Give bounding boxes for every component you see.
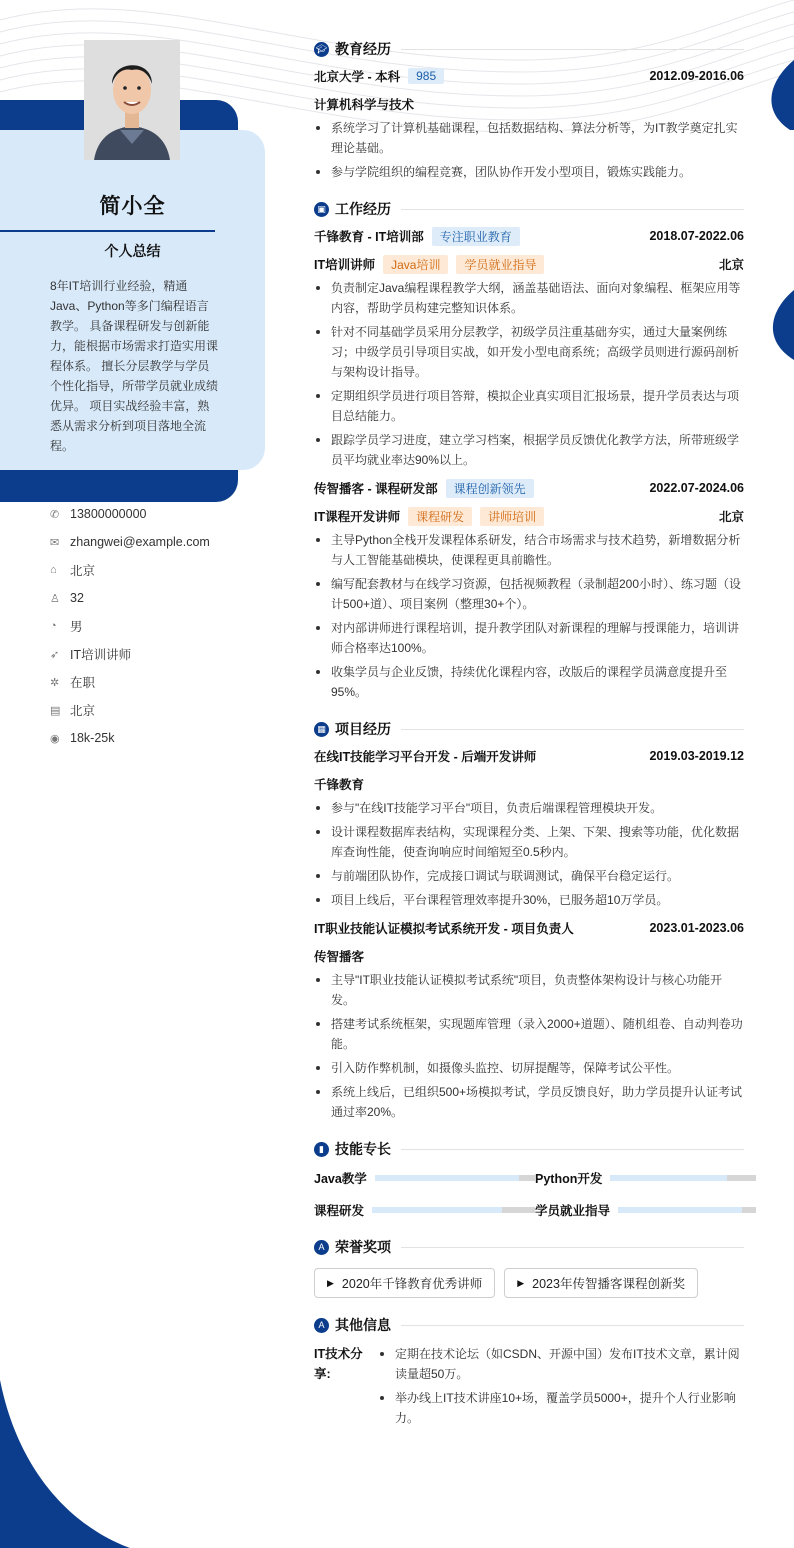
salary-icon: ◉ (50, 732, 60, 745)
list-item: 搭建考试系统框架，实现题库管理（录入2000+道题）、随机组卷、自动判卷功能。 (314, 1014, 744, 1054)
project-row (314, 914, 744, 942)
work-date: 2022.07-2024.06 (649, 481, 744, 495)
section-divider (401, 49, 744, 50)
play-icon: ▶ (517, 1277, 525, 1288)
grid-icon: ▦ (314, 722, 329, 737)
education-bullets (314, 118, 744, 182)
skill-item (314, 1168, 535, 1188)
other-info (314, 1344, 744, 1432)
list-item: 系统上线后，已组织500+场模拟考试，学员反馈良好，助力学员提升认证考试通过率20%。 (314, 1082, 744, 1122)
gender-icon: ◔ (50, 620, 57, 632)
work-company-row (314, 474, 744, 502)
work-city: 北京 (718, 510, 744, 524)
skill-item (314, 1200, 535, 1220)
list-item: 跟踪学员学习进度，建立学习档案，根据学员反馈优化教学方法，所带班级学员平均就业率达90%以上。 (314, 430, 744, 470)
company-name: 千锋教育 - IT培训部 (314, 230, 424, 244)
contact-phone (50, 500, 260, 528)
contact-value: 在职 (70, 676, 96, 690)
skill-name: 课程研发 (314, 1204, 365, 1218)
major-row (314, 90, 744, 118)
list-item: 负责制定Java编程课程教学大纲，涵盖基础语法、面向对象编程、框架应用等内容，帮助学员构建完整知识体系。 (314, 278, 744, 318)
company-tag: 课程创新领先 (446, 479, 534, 498)
project-bullets (314, 970, 744, 1122)
list-item: 收集学员与企业反馈，持续优化课程内容，改版后的课程学员满意度提升至95%。 (314, 662, 744, 702)
contact-status (50, 668, 260, 696)
section-header-work (314, 196, 744, 222)
list-item: 引入防作弊机制，如摄像头监控、切屏提醒等，保障考试公平性。 (314, 1058, 744, 1078)
contact-city (50, 696, 260, 724)
section-divider (401, 209, 744, 210)
skill-name: Java教学 (314, 1172, 367, 1186)
contact-location (50, 556, 260, 584)
skill-bar (618, 1207, 756, 1213)
company-name: 传智播客 - 课程研发部 (314, 482, 438, 496)
major: 计算机科学与技术 (314, 98, 415, 112)
list-item: 主导"IT职业技能认证模拟考试系统"项目，负责整体架构设计与核心功能开发。 (314, 970, 744, 1010)
avatar (84, 40, 180, 160)
role-name: IT培训讲师 (314, 258, 376, 272)
contact-value: 13800000000 (70, 507, 147, 521)
list-item: 定期在技术论坛（如CSDN、开源中国）发布IT技术文章，累计阅读量超50万。 (378, 1344, 744, 1384)
list-item: 项目上线后，平台课程管理效率提升30%，已服务超10万学员。 (314, 890, 744, 910)
list-item: 参与"在线IT技能学习平台"项目，负责后端课程管理模块开发。 (314, 798, 744, 818)
project-org-row (314, 942, 744, 970)
skill-bar (372, 1207, 535, 1213)
list-item: 定期组织学员进行项目答辩，模拟企业真实项目汇报场景，提升学员表达与项目总结能力。 (314, 386, 744, 426)
name-divider (0, 230, 215, 232)
section-title: 其他信息 (335, 1317, 391, 1333)
status-icon: ✲ (50, 676, 60, 689)
work-role-row (314, 502, 744, 530)
city-icon: ▤ (50, 704, 61, 717)
skill-item (535, 1168, 756, 1188)
section-title: 教育经历 (335, 41, 391, 57)
list-item: 与前端团队协作，完成接口调试与联调测试，确保平台稳定运行。 (314, 866, 744, 886)
contact-job (50, 640, 260, 668)
section-title: 荣誉奖项 (335, 1239, 391, 1255)
awards-list (314, 1268, 744, 1298)
contact-value: zhangwei@example.com (70, 535, 210, 549)
sidebar (0, 0, 270, 1548)
section-header-other (314, 1312, 744, 1338)
work-date: 2018.07-2022.06 (649, 229, 744, 243)
project-name: 在线IT技能学习平台开发 - 后端开发讲师 (314, 750, 537, 764)
section-divider (401, 1149, 744, 1150)
other-bullets (378, 1344, 744, 1432)
award-item (504, 1268, 698, 1298)
play-icon: ▶ (327, 1277, 334, 1288)
project-row (314, 742, 744, 770)
award-item (314, 1268, 495, 1298)
list-item: 主导Python全栈开发课程体系研发，结合市场需求与技术趋势，新增数据分析与人工智能基础模块，使课程更具前瞻性。 (314, 530, 744, 570)
work-city: 北京 (718, 258, 744, 272)
skills-grid (314, 1168, 744, 1220)
project-date: 2019.03-2019.12 (649, 749, 744, 763)
education-date: 2012.09-2016.06 (649, 69, 744, 83)
job-icon: ➶ (50, 648, 60, 661)
role-tag: Java培训 (383, 255, 448, 274)
skill-fill (375, 1175, 519, 1181)
contact-value: 18k-25k (70, 731, 115, 745)
summary-text: 8年IT培训行业经验，精通Java、Python等多门编程语言教学。 具备课程研发与创新能力，能根据市场需求打造实用课程体系。 擅长分层教学与学员个性化指导，所带学员就业成绩优异。 项目实战经验丰富，熟悉从需求分析到项目落地全流程。 (50, 279, 219, 453)
project-org: 传智播客 (314, 950, 365, 964)
work-role-row (314, 250, 744, 278)
contact-value: 北京 (70, 704, 96, 718)
school-tag: 985 (408, 68, 444, 84)
education-row (314, 62, 744, 90)
project-bullets (314, 798, 744, 910)
summary-title: 个人总结 (104, 243, 161, 259)
list-item: 参与学院组织的编程竞赛，团队协作开发小型项目，锻炼实践能力。 (314, 162, 744, 182)
graduation-cap-icon: 🎓︎ (314, 42, 329, 57)
work-company-row (314, 222, 744, 250)
contact-email (50, 528, 260, 556)
list-item: 编写配套教材与在线学习资源，包括视频教程（录制超200小时）、练习题（设计500+道）、项目案例（整理30+个）。 (314, 574, 744, 614)
skill-item (535, 1200, 756, 1220)
contact-gender (50, 612, 260, 640)
company-tag: 专注职业教育 (432, 227, 520, 246)
skill-fill (618, 1207, 742, 1213)
contact-value: 男 (70, 620, 83, 634)
section-divider (401, 1325, 744, 1326)
info-icon: A (314, 1318, 329, 1333)
award-label: 2023年传智播客课程创新奖 (532, 1277, 685, 1291)
list-item: 举办线上IT技术讲座10+场，覆盖学员5000+，提升个人行业影响力。 (378, 1388, 744, 1428)
role-tag: 讲师培训 (480, 507, 544, 526)
contact-value: 北京 (70, 564, 96, 578)
work-bullets (314, 278, 744, 470)
section-header-honors (314, 1234, 744, 1260)
role-tag: 课程研发 (408, 507, 472, 526)
skill-bar (375, 1175, 535, 1181)
skill-fill (610, 1175, 727, 1181)
section-title: 工作经历 (335, 201, 391, 217)
section-divider (401, 1247, 744, 1248)
award-label: 2020年千锋教育优秀讲师 (341, 1277, 483, 1291)
skill-fill (372, 1207, 502, 1213)
contact-value: 32 (70, 591, 84, 605)
list-item: 系统学习了计算机基础课程，包括数据结构、算法分析等，为IT教学奠定扎实理论基础。 (314, 118, 744, 158)
contact-salary (50, 724, 260, 752)
age-icon: ♙ (50, 592, 60, 605)
list-item: 针对不同基础学员采用分层教学，初级学员注重基础夯实，通过大量案例练习；中级学员引导项目实战，如开发小型电商系统；高级学员则进行源码剖析与架构设计指导。 (314, 322, 744, 382)
email-icon: ✉ (50, 536, 60, 549)
section-header-skills (314, 1136, 744, 1162)
home-icon: ⌂ (50, 564, 57, 576)
skill-bar (610, 1175, 756, 1181)
main-content (314, 36, 744, 1432)
contact-list (50, 500, 260, 752)
project-name: IT职业技能认证模拟考试系统开发 - 项目负责人 (314, 922, 574, 936)
school-name: 北京大学 - 本科 (314, 70, 401, 84)
bar-chart-icon: ▮ (314, 1142, 329, 1157)
section-title: 技能专长 (335, 1141, 391, 1157)
list-item: 对内部讲师进行课程培训，提升教学团队对新课程的理解与授课能力，培训讲师合格率达100%。 (314, 618, 744, 658)
contact-value: IT培训讲师 (70, 648, 132, 662)
award-icon: A (314, 1240, 329, 1255)
work-bullets (314, 530, 744, 702)
role-name: IT课程开发讲师 (314, 510, 401, 524)
candidate-name: 简小全 (99, 195, 166, 218)
list-item: 设计课程数据库表结构，实现课程分类、上架、下架、搜索等功能，优化数据库查询性能，使查询响应时间缩短至0.5秒内。 (314, 822, 744, 862)
section-header-education (314, 36, 744, 62)
section-title: 项目经历 (335, 721, 391, 737)
project-date: 2023.01-2023.06 (649, 921, 744, 935)
briefcase-icon: ▣ (314, 202, 329, 217)
role-tag: 学员就业指导 (456, 255, 544, 274)
project-org-row (314, 770, 744, 798)
skill-name: 学员就业指导 (535, 1204, 611, 1218)
avatar-portrait (84, 40, 180, 160)
project-org: 千锋教育 (314, 778, 365, 792)
section-divider (401, 729, 744, 730)
contact-age (50, 584, 260, 612)
section-header-projects (314, 716, 744, 742)
skill-name: Python开发 (535, 1172, 603, 1186)
other-label: IT技术分享: (314, 1347, 363, 1381)
phone-icon: ✆ (50, 508, 60, 521)
